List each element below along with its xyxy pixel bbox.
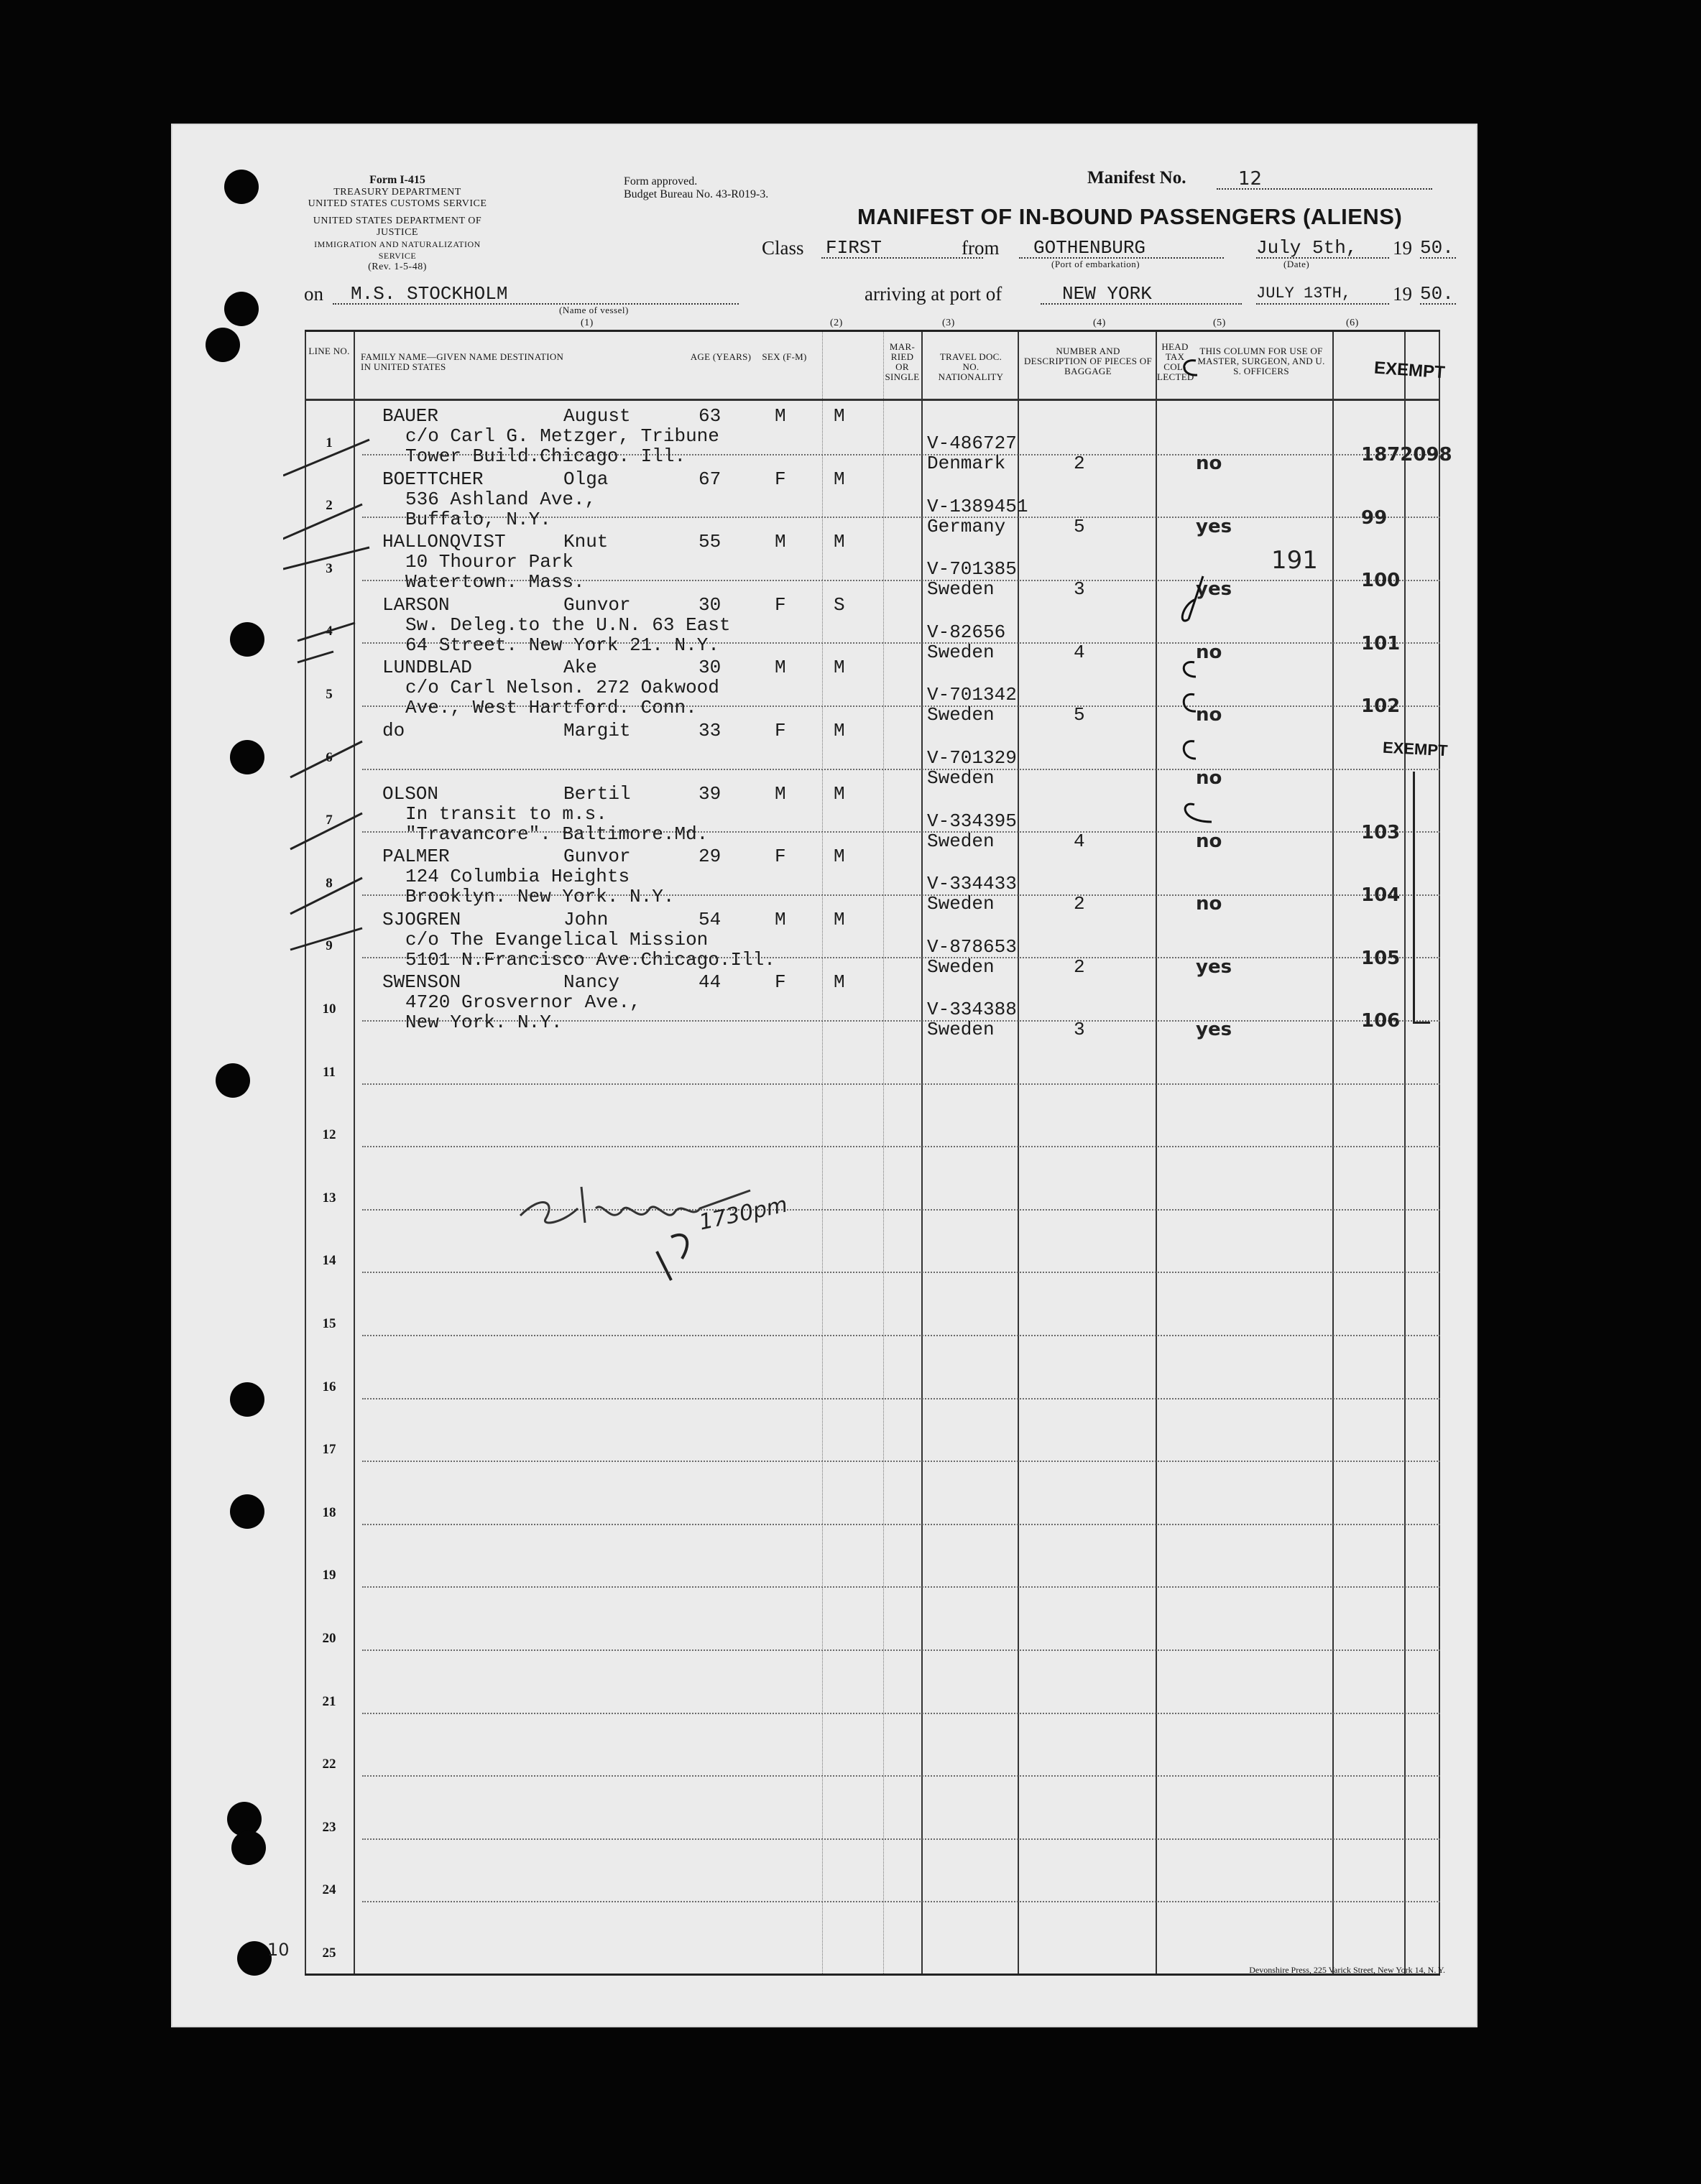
passenger-sex: M xyxy=(775,908,786,930)
year-prefix: 19 xyxy=(1393,283,1412,305)
punch-hole xyxy=(230,1382,264,1417)
passenger-address-line: c/o Carl G. Metzger, Tribune xyxy=(405,425,719,447)
passenger-family-name: BAUER xyxy=(382,405,439,427)
passenger-address-line: 536 Ashland Ave., xyxy=(405,488,596,510)
bracket-line xyxy=(1413,1022,1430,1024)
year-prefix: 19 xyxy=(1393,237,1412,259)
passenger-age: 67 xyxy=(699,468,722,490)
passenger-age: 39 xyxy=(699,782,722,805)
manifest-no-label: Manifest No. xyxy=(1087,168,1186,188)
row-rule xyxy=(362,1775,1440,1777)
passenger-address-line: Watertown. Mass. xyxy=(405,571,585,593)
passenger-marital-status: M xyxy=(834,720,845,741)
line-number: 12 xyxy=(322,1127,336,1143)
passenger-family-name: LUNDBLAD xyxy=(382,657,472,679)
line-number: 9 xyxy=(326,938,333,954)
row-rule xyxy=(362,1146,1440,1147)
passenger-nationality: Sweden xyxy=(927,1019,995,1041)
class-value: FIRST xyxy=(826,237,882,259)
passenger-given-name: Gunvor xyxy=(563,593,631,616)
head-tax-collected: no xyxy=(1196,641,1222,663)
travel-doc-no: V-334433 xyxy=(927,873,1017,895)
punch-hole xyxy=(231,1831,266,1865)
col-header-line-no: LINE NO. xyxy=(308,346,350,356)
passenger-family-name: PALMER xyxy=(382,846,450,868)
arrival-year-value: 50. xyxy=(1420,283,1454,305)
row-check-ticks xyxy=(283,332,384,978)
passenger-marital-status: M xyxy=(834,908,845,930)
passenger-nationality: Sweden xyxy=(927,956,995,978)
punch-hole xyxy=(224,170,259,204)
row-rule xyxy=(362,769,1440,770)
bracket-line xyxy=(1413,772,1415,1023)
arrival-date-value: JULY 13TH, xyxy=(1256,284,1352,302)
col-header-name: FAMILY NAME—GIVEN NAME DESTINATION IN UNITED STATES xyxy=(361,351,564,372)
line-number: 4 xyxy=(326,624,333,639)
passenger-age: 30 xyxy=(699,657,722,679)
col-header-age: AGE (YEARS) xyxy=(690,351,752,362)
form-justice-block xyxy=(300,216,494,273)
form-approval xyxy=(624,175,768,201)
approval-line: Budget Bureau No. 43-R019-3. xyxy=(624,188,769,200)
head-tax-collected: no xyxy=(1196,704,1222,726)
passenger-family-name: BOETTCHER xyxy=(382,468,484,490)
passenger-family-name: LARSON xyxy=(382,593,450,616)
passenger-family-name: SJOGREN xyxy=(382,908,461,930)
line-number: 23 xyxy=(322,1819,336,1835)
passenger-address-line: Ave., West Hartford. Conn. xyxy=(405,697,697,719)
punch-hole xyxy=(230,622,264,657)
baggage-count: 5 xyxy=(1074,515,1085,537)
passenger-family-name: SWENSON xyxy=(382,971,461,994)
baggage-count: 4 xyxy=(1074,641,1085,663)
handwritten-number: 191 xyxy=(1271,546,1318,575)
travel-doc-no: V-701385 xyxy=(927,558,1017,580)
head-tax-collected: no xyxy=(1196,453,1222,474)
passenger-address-line: c/o Carl Nelson. 272 Oakwood xyxy=(405,677,719,699)
revision-date: (Rev. 1-5-48) xyxy=(368,262,427,272)
passenger-address-line: 5101 N.Francisco Ave.Chicago.Ill. xyxy=(405,948,775,971)
approval-line: Form approved. xyxy=(624,175,698,188)
baggage-count: 5 xyxy=(1074,704,1085,726)
col-header-married: MAR-RIED OR SINGLE xyxy=(885,341,920,382)
col-header-travel-doc: TRAVEL DOC. NO. NATIONALITY xyxy=(938,351,1004,382)
travel-doc-no: V-701342 xyxy=(927,684,1017,706)
line-number: 25 xyxy=(322,1945,336,1961)
passenger-address-line: In transit to m.s. xyxy=(405,802,607,825)
line-number: 14 xyxy=(322,1253,336,1269)
travel-doc-no: V-878653 xyxy=(927,935,1017,958)
manifest-page xyxy=(171,124,1478,2027)
arrival-date-field xyxy=(1256,283,1389,305)
passenger-marital-status: M xyxy=(834,468,845,490)
manifest-no-field xyxy=(1217,168,1432,190)
travel-doc-no: V-1389451 xyxy=(927,495,1028,517)
punch-hole xyxy=(237,1941,272,1976)
line-number: 17 xyxy=(322,1442,336,1458)
passenger-marital-status: M xyxy=(834,531,845,553)
passenger-given-name: John xyxy=(563,908,609,930)
row-rule xyxy=(362,1083,1440,1085)
line-number: 13 xyxy=(322,1190,336,1206)
passenger-marital-status: M xyxy=(834,782,845,805)
head-tax-collected: yes xyxy=(1196,578,1232,601)
line-number: 21 xyxy=(322,1693,336,1709)
officer-notation: 103 xyxy=(1361,821,1401,843)
corner-number: 10 xyxy=(267,1940,290,1960)
line-number: 10 xyxy=(322,1001,336,1017)
passenger-marital-status: M xyxy=(834,971,845,994)
head-tax-collected: yes xyxy=(1196,515,1232,537)
line-number: 19 xyxy=(322,1568,336,1583)
line-number: 18 xyxy=(322,1504,336,1520)
form-agency-block xyxy=(300,174,494,210)
line-number: 1 xyxy=(326,435,333,450)
vessel-field xyxy=(333,283,739,305)
class-label: Class xyxy=(762,237,804,259)
travel-doc-no: V-701329 xyxy=(927,747,1017,769)
head-tax-collected: yes xyxy=(1196,956,1232,978)
passenger-age: 63 xyxy=(699,405,722,427)
tax-check-marks xyxy=(1167,332,1225,907)
year-value: 50. xyxy=(1420,237,1454,259)
line-number: 6 xyxy=(326,749,333,765)
officer-notation: 104 xyxy=(1361,884,1401,907)
passenger-nationality: Sweden xyxy=(927,641,995,663)
date-caption: (Date) xyxy=(1283,259,1310,269)
col-number: (2) xyxy=(830,318,843,328)
passenger-sex: F xyxy=(775,846,786,868)
date-value: July 5th, xyxy=(1256,237,1357,259)
punch-hole xyxy=(206,328,240,362)
baggage-count: 4 xyxy=(1074,830,1085,852)
passenger-address-line: 124 Columbia Heights xyxy=(405,866,630,888)
head-tax-collected: yes xyxy=(1196,1019,1232,1041)
date-field xyxy=(1256,237,1389,259)
passenger-nationality: Sweden xyxy=(927,767,995,789)
manifest-no-value: 12 xyxy=(1238,168,1263,190)
baggage-count: 2 xyxy=(1074,956,1085,978)
passenger-address-line: New York. N.Y. xyxy=(405,1012,563,1034)
line-number: 3 xyxy=(326,560,333,576)
arrival-year-field xyxy=(1420,283,1456,305)
passenger-given-name: Ake xyxy=(563,657,597,679)
exempt-stamp: EXEMPT xyxy=(1373,358,1446,383)
passenger-marital-status: M xyxy=(834,657,845,679)
from-label: from xyxy=(962,237,1000,259)
row-rule xyxy=(362,1461,1440,1462)
punch-hole xyxy=(224,292,259,326)
passenger-family-name: do xyxy=(382,720,405,741)
line-number: 20 xyxy=(322,1631,336,1646)
time-annotation: 1730pm xyxy=(696,1192,790,1236)
passenger-family-name: HALLONQVIST xyxy=(382,531,506,553)
passenger-nationality: Sweden xyxy=(927,893,995,915)
passenger-age: 30 xyxy=(699,593,722,616)
baggage-count: 3 xyxy=(1074,578,1085,601)
punch-hole xyxy=(230,1494,264,1529)
passenger-given-name: Nancy xyxy=(563,971,620,994)
row-rule xyxy=(362,1335,1440,1336)
passenger-age: 44 xyxy=(699,971,722,994)
passenger-sex: F xyxy=(775,468,786,490)
passenger-address-line: c/o The Evangelical Mission xyxy=(405,928,709,950)
from-field xyxy=(1019,237,1224,259)
vessel-caption: (Name of vessel) xyxy=(559,305,629,315)
row-rule xyxy=(362,1649,1440,1651)
officer-notation: 100 xyxy=(1361,570,1401,592)
col-number: (5) xyxy=(1213,318,1226,328)
line-number: 24 xyxy=(322,1882,336,1898)
officer-notation: 99 xyxy=(1361,506,1388,529)
page-title: MANIFEST OF IN-BOUND PASSENGERS (ALIENS) xyxy=(857,204,1403,229)
vessel-value: M.S. STOCKHOLM xyxy=(351,283,508,305)
passenger-sex: M xyxy=(775,405,786,427)
baggage-count: 3 xyxy=(1074,1019,1085,1041)
passenger-marital-status: M xyxy=(834,846,845,868)
row-rule xyxy=(362,1398,1440,1399)
head-tax-collected: no xyxy=(1196,830,1222,852)
passenger-age: 33 xyxy=(699,720,722,741)
passenger-address-line: Sw. Deleg.to the U.N. 63 East xyxy=(405,614,731,636)
col-header-officers: THIS COLUMN FOR USE OF MASTER, SURGEON, AND U. S. OFFICERS xyxy=(1197,346,1325,376)
col-number: (3) xyxy=(942,318,955,328)
passenger-nationality: Sweden xyxy=(927,578,995,601)
exempt-stamp: EXEMPT xyxy=(1382,738,1449,760)
punch-hole xyxy=(230,740,264,774)
officer-notation: 102 xyxy=(1361,695,1401,718)
passenger-given-name: Gunvor xyxy=(563,846,631,868)
passenger-given-name: Olga xyxy=(563,468,609,490)
line-number: 22 xyxy=(322,1757,336,1772)
line-number: 15 xyxy=(322,1316,336,1331)
passenger-address-line: Tower Build.Chicago. Ill. xyxy=(405,445,686,467)
baggage-count: 2 xyxy=(1074,893,1085,915)
printer-footer: Devonshire Press, 225 Varick Street, New York 14, N. Y. xyxy=(1249,1965,1445,1975)
row-rule xyxy=(362,1713,1440,1714)
agency-line: TREASURY DEPARTMENT xyxy=(333,187,461,198)
officer-notation: 105 xyxy=(1361,947,1401,969)
agency-line: UNITED STATES CUSTOMS SERVICE xyxy=(308,198,487,209)
passenger-sex: M xyxy=(775,531,786,553)
baggage-count: 2 xyxy=(1074,453,1085,474)
passenger-given-name: Margit xyxy=(563,720,631,741)
passenger-marital-status: M xyxy=(834,405,845,427)
travel-doc-no: V-334388 xyxy=(927,999,1017,1021)
passenger-given-name: August xyxy=(563,405,631,427)
travel-doc-no: V-486727 xyxy=(927,432,1017,454)
passenger-age: 29 xyxy=(699,846,722,868)
travel-doc-no: V-82656 xyxy=(927,621,1006,643)
officer-notation: 1872098 xyxy=(1361,444,1452,466)
col-header-head-tax: HEAD TAX COL-LECTED xyxy=(1157,341,1194,382)
passenger-age: 54 xyxy=(699,908,722,930)
col-number: (6) xyxy=(1346,318,1359,328)
head-tax-collected: no xyxy=(1196,893,1222,915)
port-caption: (Port of embarkation) xyxy=(1051,259,1140,269)
line-number: 16 xyxy=(322,1379,336,1394)
passenger-sex: M xyxy=(775,657,786,679)
form-number: Form I-415 xyxy=(369,174,425,186)
passenger-address-line: 4720 Grosvernor Ave., xyxy=(405,991,641,1014)
passenger-sex: F xyxy=(775,971,786,994)
passenger-age: 55 xyxy=(699,531,722,553)
col-number: (4) xyxy=(1093,318,1106,328)
agency-line: IMMIGRATION AND NATURALIZATION SERVICE xyxy=(314,239,481,261)
passenger-address-line: "Travancore". Baltimore.Md. xyxy=(405,823,709,845)
on-label: on xyxy=(304,283,323,305)
from-value: GOTHENBURG xyxy=(1033,237,1146,259)
passenger-family-name: OLSON xyxy=(382,782,439,805)
arrival-port-value: NEW YORK xyxy=(1062,283,1152,305)
punch-hole xyxy=(216,1063,250,1098)
passenger-address-line: Buffalo, N.Y. xyxy=(405,508,551,530)
passenger-sex: F xyxy=(775,720,786,741)
col-header-sex: SEX (F-M) xyxy=(762,351,807,362)
passenger-address-line: Brooklyn. New York. N.Y. xyxy=(405,886,675,908)
officer-notation: 106 xyxy=(1361,1010,1401,1032)
officer-notation: 101 xyxy=(1361,632,1401,654)
line-number: 2 xyxy=(326,498,333,514)
line-number: 5 xyxy=(326,687,333,702)
line-number: 11 xyxy=(323,1064,336,1080)
col-number: (1) xyxy=(581,318,594,328)
passenger-sex: M xyxy=(775,782,786,805)
row-rule xyxy=(362,1586,1440,1588)
line-number: 7 xyxy=(326,813,333,828)
manifest-table xyxy=(305,330,1452,1976)
head-tax-collected: no xyxy=(1196,767,1222,789)
class-field xyxy=(821,237,983,259)
passenger-nationality: Sweden xyxy=(927,830,995,852)
arrival-port-field xyxy=(1041,283,1242,305)
passenger-nationality: Germany xyxy=(927,515,1006,537)
travel-doc-no: V-334395 xyxy=(927,810,1017,832)
passenger-nationality: Denmark xyxy=(927,453,1006,474)
col-header-baggage: NUMBER AND DESCRIPTION OF PIECES OF BAGGAGE xyxy=(1023,346,1153,376)
agency-line: UNITED STATES DEPARTMENT OF JUSTICE xyxy=(313,216,482,238)
passenger-address-line: 64 Street. New York 21. N.Y. xyxy=(405,634,719,656)
row-rule xyxy=(362,1524,1440,1525)
line-number: 8 xyxy=(326,875,333,891)
year-field xyxy=(1420,237,1456,259)
row-rule xyxy=(362,1901,1440,1902)
passenger-sex: F xyxy=(775,593,786,616)
passenger-given-name: Bertil xyxy=(563,782,631,805)
passenger-nationality: Sweden xyxy=(927,704,995,726)
row-rule xyxy=(362,1838,1440,1840)
arriving-label: arriving at port of xyxy=(865,283,1002,305)
passenger-marital-status: S xyxy=(834,593,845,616)
passenger-address-line: 10 Thouror Park xyxy=(405,551,574,573)
passenger-given-name: Knut xyxy=(563,531,609,553)
